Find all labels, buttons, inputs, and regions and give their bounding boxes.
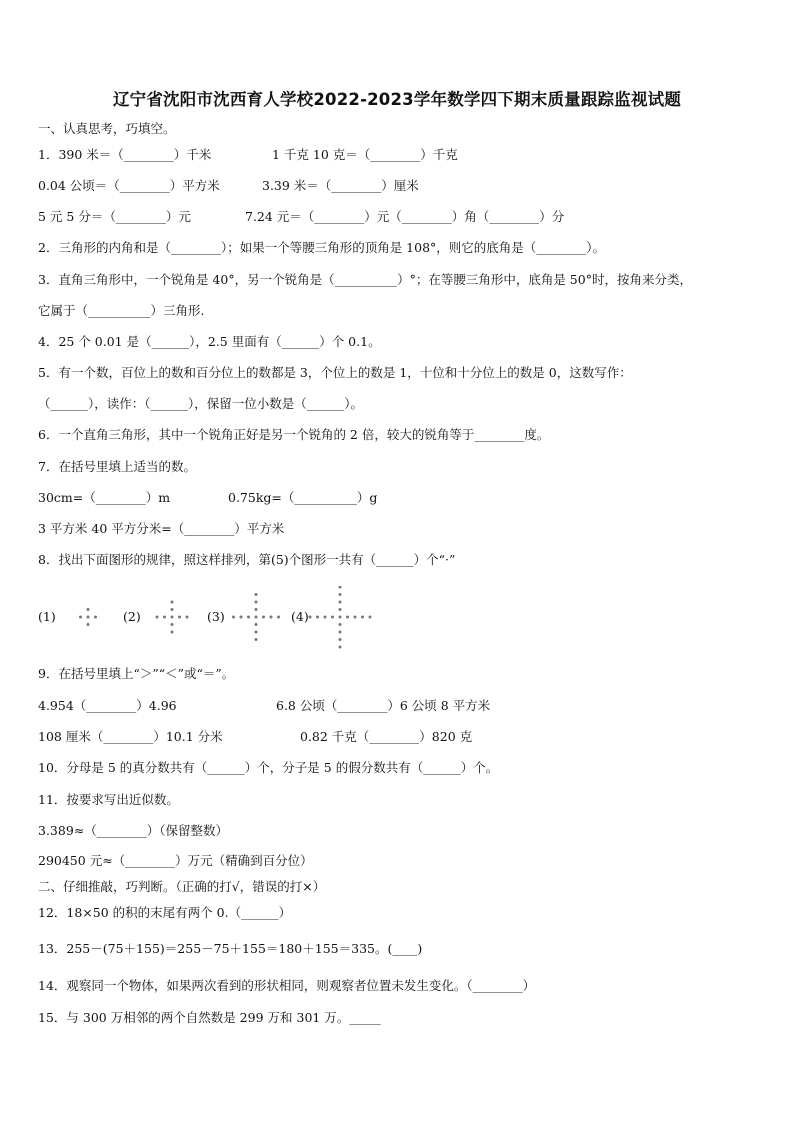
pattern-dot	[339, 616, 342, 619]
question-5-line-2: （______），读作：（______），保留一位小数是（______）。	[38, 396, 364, 411]
question-9a: 4.954（________）4.96	[38, 698, 177, 713]
pattern-dot	[354, 616, 357, 619]
question-1e: 5 元 5 分＝（________）元	[38, 209, 191, 224]
pattern-dot	[270, 616, 273, 619]
question-11b: 290450 元≈（________）万元（精确到百分位）	[38, 853, 313, 868]
section-1-heading: 一、认真思考，巧填空。	[38, 121, 176, 136]
pattern-dot	[240, 616, 243, 619]
pattern-dot	[247, 616, 250, 619]
figure-label-4: (4)	[291, 609, 309, 624]
question-5-line-1: 5．有一个数，百位上的数和百分位上的数都是 3，个位上的数是 1，十位和十分位上的数是 0，这数写作：	[38, 365, 632, 380]
section-2-heading: 二、仔细推敲，巧判断。（正确的打√，错误的打×）	[38, 879, 326, 894]
pattern-dot	[171, 623, 174, 626]
pattern-dot	[339, 586, 342, 589]
pattern-dot	[339, 601, 342, 604]
pattern-dot	[171, 631, 174, 634]
dot-pattern-figure	[38, 586, 398, 650]
pattern-dot	[186, 616, 189, 619]
question-13: 13．255－(75＋155)＝255－75＋155＝180＋155＝335。(____)	[38, 941, 423, 956]
pattern-dot	[156, 616, 159, 619]
pattern-dot	[339, 608, 342, 611]
question-1d: 3.39 米＝（________）厘米	[262, 178, 419, 193]
pattern-dot	[255, 601, 258, 604]
page-title: 辽宁省沈阳市沈西育人学校2022-2023学年数学四下期末质量跟踪监视试题	[112, 90, 682, 109]
question-15: 15．与 300 万相邻的两个自然数是 299 万和 301 万。_____	[38, 1010, 381, 1025]
pattern-dot	[87, 608, 90, 611]
question-7: 7．在括号里填上适当的数。	[38, 459, 196, 474]
question-1a: 1．390 米＝（________）千米	[38, 147, 212, 162]
pattern-dot	[94, 616, 97, 619]
pattern-dot	[163, 616, 166, 619]
question-1f: 7.24 元＝（________）元（________）角（________）分	[245, 209, 565, 224]
pattern-dot	[178, 616, 181, 619]
dot-pattern-svg	[38, 586, 398, 650]
question-10: 10．分母是 5 的真分数共有（______）个，分子是 5 的假分数共有（______）个。	[38, 760, 499, 775]
question-14: 14．观察同一个物体，如果两次看到的形状相同，则观察者位置未发生变化。（________）	[38, 978, 536, 993]
question-3-line-1: 3．直角三角形中，一个锐角是 40°，另一个锐角是（__________）°；在等腰三角形中，底角是 50°时，按角来分类，	[38, 272, 692, 287]
pattern-dot	[255, 616, 258, 619]
pattern-dot	[339, 638, 342, 641]
pattern-dot	[255, 623, 258, 626]
pattern-dot	[331, 616, 334, 619]
question-9c: 108 厘米（________）10.1 分米	[38, 729, 223, 744]
pattern-dot	[255, 608, 258, 611]
pattern-dot	[339, 593, 342, 596]
question-2: 2．三角形的内角和是（________）；如果一个等腰三角形的顶角是 108°，则它的底角是（________）。	[38, 240, 606, 255]
question-7c: 3 平方米 40 平方分米=（________）平方米	[38, 521, 285, 536]
pattern-dot	[316, 616, 319, 619]
figure-label-3: (3)	[207, 609, 225, 624]
figure-label-1: (1)	[38, 609, 56, 624]
question-9: 9．在括号里填上“＞”“＜”或“＝”。	[38, 666, 235, 681]
question-7b: 0.75kg=（__________）g	[228, 490, 378, 505]
question-1b: 1 千克 10 克＝（________）千克	[272, 147, 458, 162]
question-12: 12．18×50 的积的末尾有两个 0.（______）	[38, 905, 292, 920]
figure-label-2: (2)	[123, 609, 141, 624]
pattern-dot	[339, 623, 342, 626]
question-7a: 30cm=（________）m	[38, 490, 171, 505]
question-9d: 0.82 千克（________）820 克	[300, 729, 473, 744]
pattern-dot	[339, 646, 342, 649]
pattern-dot	[232, 616, 235, 619]
question-4: 4．25 个 0.01 是（______），2.5 里面有（______）个 0.1。	[38, 334, 381, 349]
pattern-dot	[324, 616, 327, 619]
pattern-dot	[87, 616, 90, 619]
pattern-dot	[369, 616, 372, 619]
pattern-dot	[255, 631, 258, 634]
pattern-dot	[171, 616, 174, 619]
question-9b: 6.8 公顷（________）6 公顷 8 平方米	[276, 698, 491, 713]
pattern-dot	[309, 616, 312, 619]
question-3-line-2: 它属于（__________）三角形.	[38, 303, 205, 318]
pattern-dot	[361, 616, 364, 619]
question-1c: 0.04 公顷＝（________）平方米	[38, 178, 220, 193]
pattern-dot	[255, 593, 258, 596]
pattern-dot	[87, 623, 90, 626]
question-11a: 3.389≈（________）（保留整数）	[38, 823, 229, 838]
question-8: 8．找出下面图形的规律，照这样排列，第(5)个图形一共有（______）个“·”	[38, 552, 456, 567]
pattern-dot	[339, 631, 342, 634]
pattern-dot	[262, 616, 265, 619]
question-11: 11．按要求写出近似数。	[38, 792, 179, 807]
pattern-dot	[171, 608, 174, 611]
pattern-dot	[255, 638, 258, 641]
question-6: 6．一个直角三角形，其中一个锐角正好是另一个锐角的 2 倍，较大的锐角等于________度。	[38, 427, 550, 442]
pattern-dot	[79, 616, 82, 619]
pattern-dot	[346, 616, 349, 619]
pattern-dot	[171, 601, 174, 604]
pattern-dot	[277, 616, 280, 619]
